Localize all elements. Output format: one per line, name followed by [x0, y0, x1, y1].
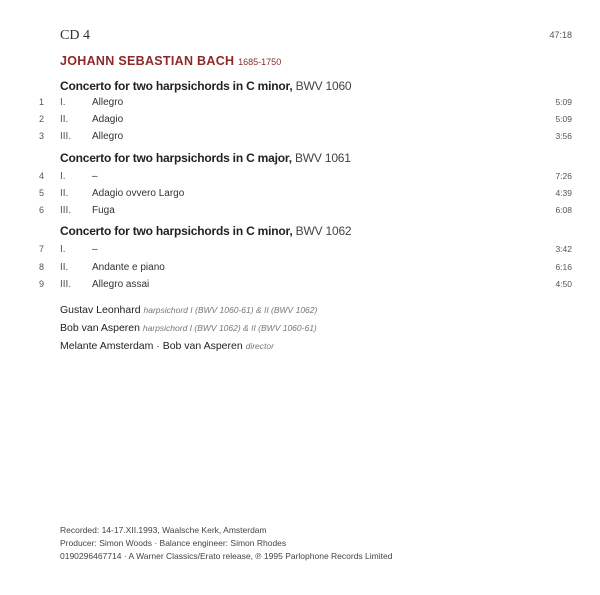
performer-line — [60, 340, 274, 352]
track-number: 1 — [38, 97, 44, 107]
movement-title: Adagio ovvero Largo — [92, 188, 185, 199]
track-number: 4 — [38, 171, 44, 181]
work-bwv: BWV 1060 — [295, 79, 352, 93]
composer-name: JOHANN SEBASTIAN BACH — [60, 54, 235, 68]
movement-number: II. — [60, 114, 69, 125]
track-number: 8 — [38, 262, 44, 272]
recording-credit: Recorded: 14-17.XII.1993, Waalsche Kerk, Amsterdam — [60, 525, 267, 535]
work-title — [60, 151, 351, 165]
movement-title: – — [92, 171, 98, 182]
track-row — [0, 188, 600, 202]
track-duration: 6:16 — [555, 262, 572, 272]
movement-title: – — [92, 244, 98, 255]
track-duration: 4:39 — [555, 188, 572, 198]
track-row — [0, 114, 600, 128]
work-bwv: BWV 1061 — [294, 151, 351, 165]
track-row — [0, 131, 600, 145]
performer-line — [60, 322, 317, 334]
track-row — [0, 279, 600, 293]
performer-line — [60, 304, 317, 316]
work-title-text: Concerto for two harpsichords in C minor, — [60, 79, 293, 93]
work-title — [60, 79, 351, 93]
work-title-text: Concerto for two harpsichords in C major, — [60, 151, 292, 165]
movement-title: Andante e piano — [92, 262, 165, 273]
performer-role: harpsichord I (BWV 1062) & II (BWV 1060-61) — [142, 323, 317, 333]
track-duration: 6:08 — [555, 205, 572, 215]
track-row — [0, 262, 600, 276]
track-row — [0, 171, 600, 185]
track-duration: 4:50 — [555, 279, 572, 289]
movement-title: Allegro — [92, 131, 124, 142]
track-number: 2 — [38, 114, 44, 124]
movement-number: III. — [60, 205, 72, 216]
movement-number: I. — [60, 97, 66, 108]
composer-dates: 1685-1750 — [238, 57, 282, 67]
work-title — [60, 224, 351, 238]
performer-role: harpsichord I (BWV 1060-61) & II (BWV 1062) — [143, 305, 318, 315]
track-number: 7 — [38, 244, 44, 254]
cd-label: CD 4 — [60, 28, 90, 43]
movement-title: Allegro — [92, 97, 124, 108]
performer-role: director — [245, 341, 274, 351]
release-credit: 0190296467714 · A Warner Classics/Erato release, ℗ 1995 Parlophone Records Limited — [60, 551, 393, 561]
track-number: 6 — [38, 205, 44, 215]
performer-name: Melante Amsterdam · Bob van Asperen — [60, 340, 243, 352]
movement-number: II. — [60, 262, 69, 273]
track-row — [0, 244, 600, 258]
movement-number: III. — [60, 279, 72, 290]
movement-title: Adagio — [92, 114, 124, 125]
track-number: 5 — [38, 188, 44, 198]
producer-credit: Producer: Simon Woods · Balance engineer: Simon Rhodes — [60, 538, 287, 548]
movement-number: I. — [60, 244, 66, 255]
track-number: 9 — [38, 279, 44, 289]
work-title-text: Concerto for two harpsichords in C minor, — [60, 224, 293, 238]
work-bwv: BWV 1062 — [295, 224, 352, 238]
track-duration: 5:09 — [555, 97, 572, 107]
movement-title: Allegro assai — [92, 279, 150, 290]
total-time: 47:18 — [549, 30, 572, 40]
movement-title: Fuga — [92, 205, 115, 216]
performer-name: Bob van Asperen — [60, 322, 140, 334]
track-row — [0, 97, 600, 111]
movement-number: II. — [60, 188, 69, 199]
track-duration: 3:56 — [555, 131, 572, 141]
performer-name: Gustav Leonhard — [60, 304, 141, 316]
movement-number: III. — [60, 131, 72, 142]
track-duration: 5:09 — [555, 114, 572, 124]
composer-heading — [60, 54, 281, 68]
track-duration: 3:42 — [555, 244, 572, 254]
track-number: 3 — [38, 131, 44, 141]
track-row — [0, 205, 600, 219]
movement-number: I. — [60, 171, 66, 182]
track-duration: 7:26 — [555, 171, 572, 181]
